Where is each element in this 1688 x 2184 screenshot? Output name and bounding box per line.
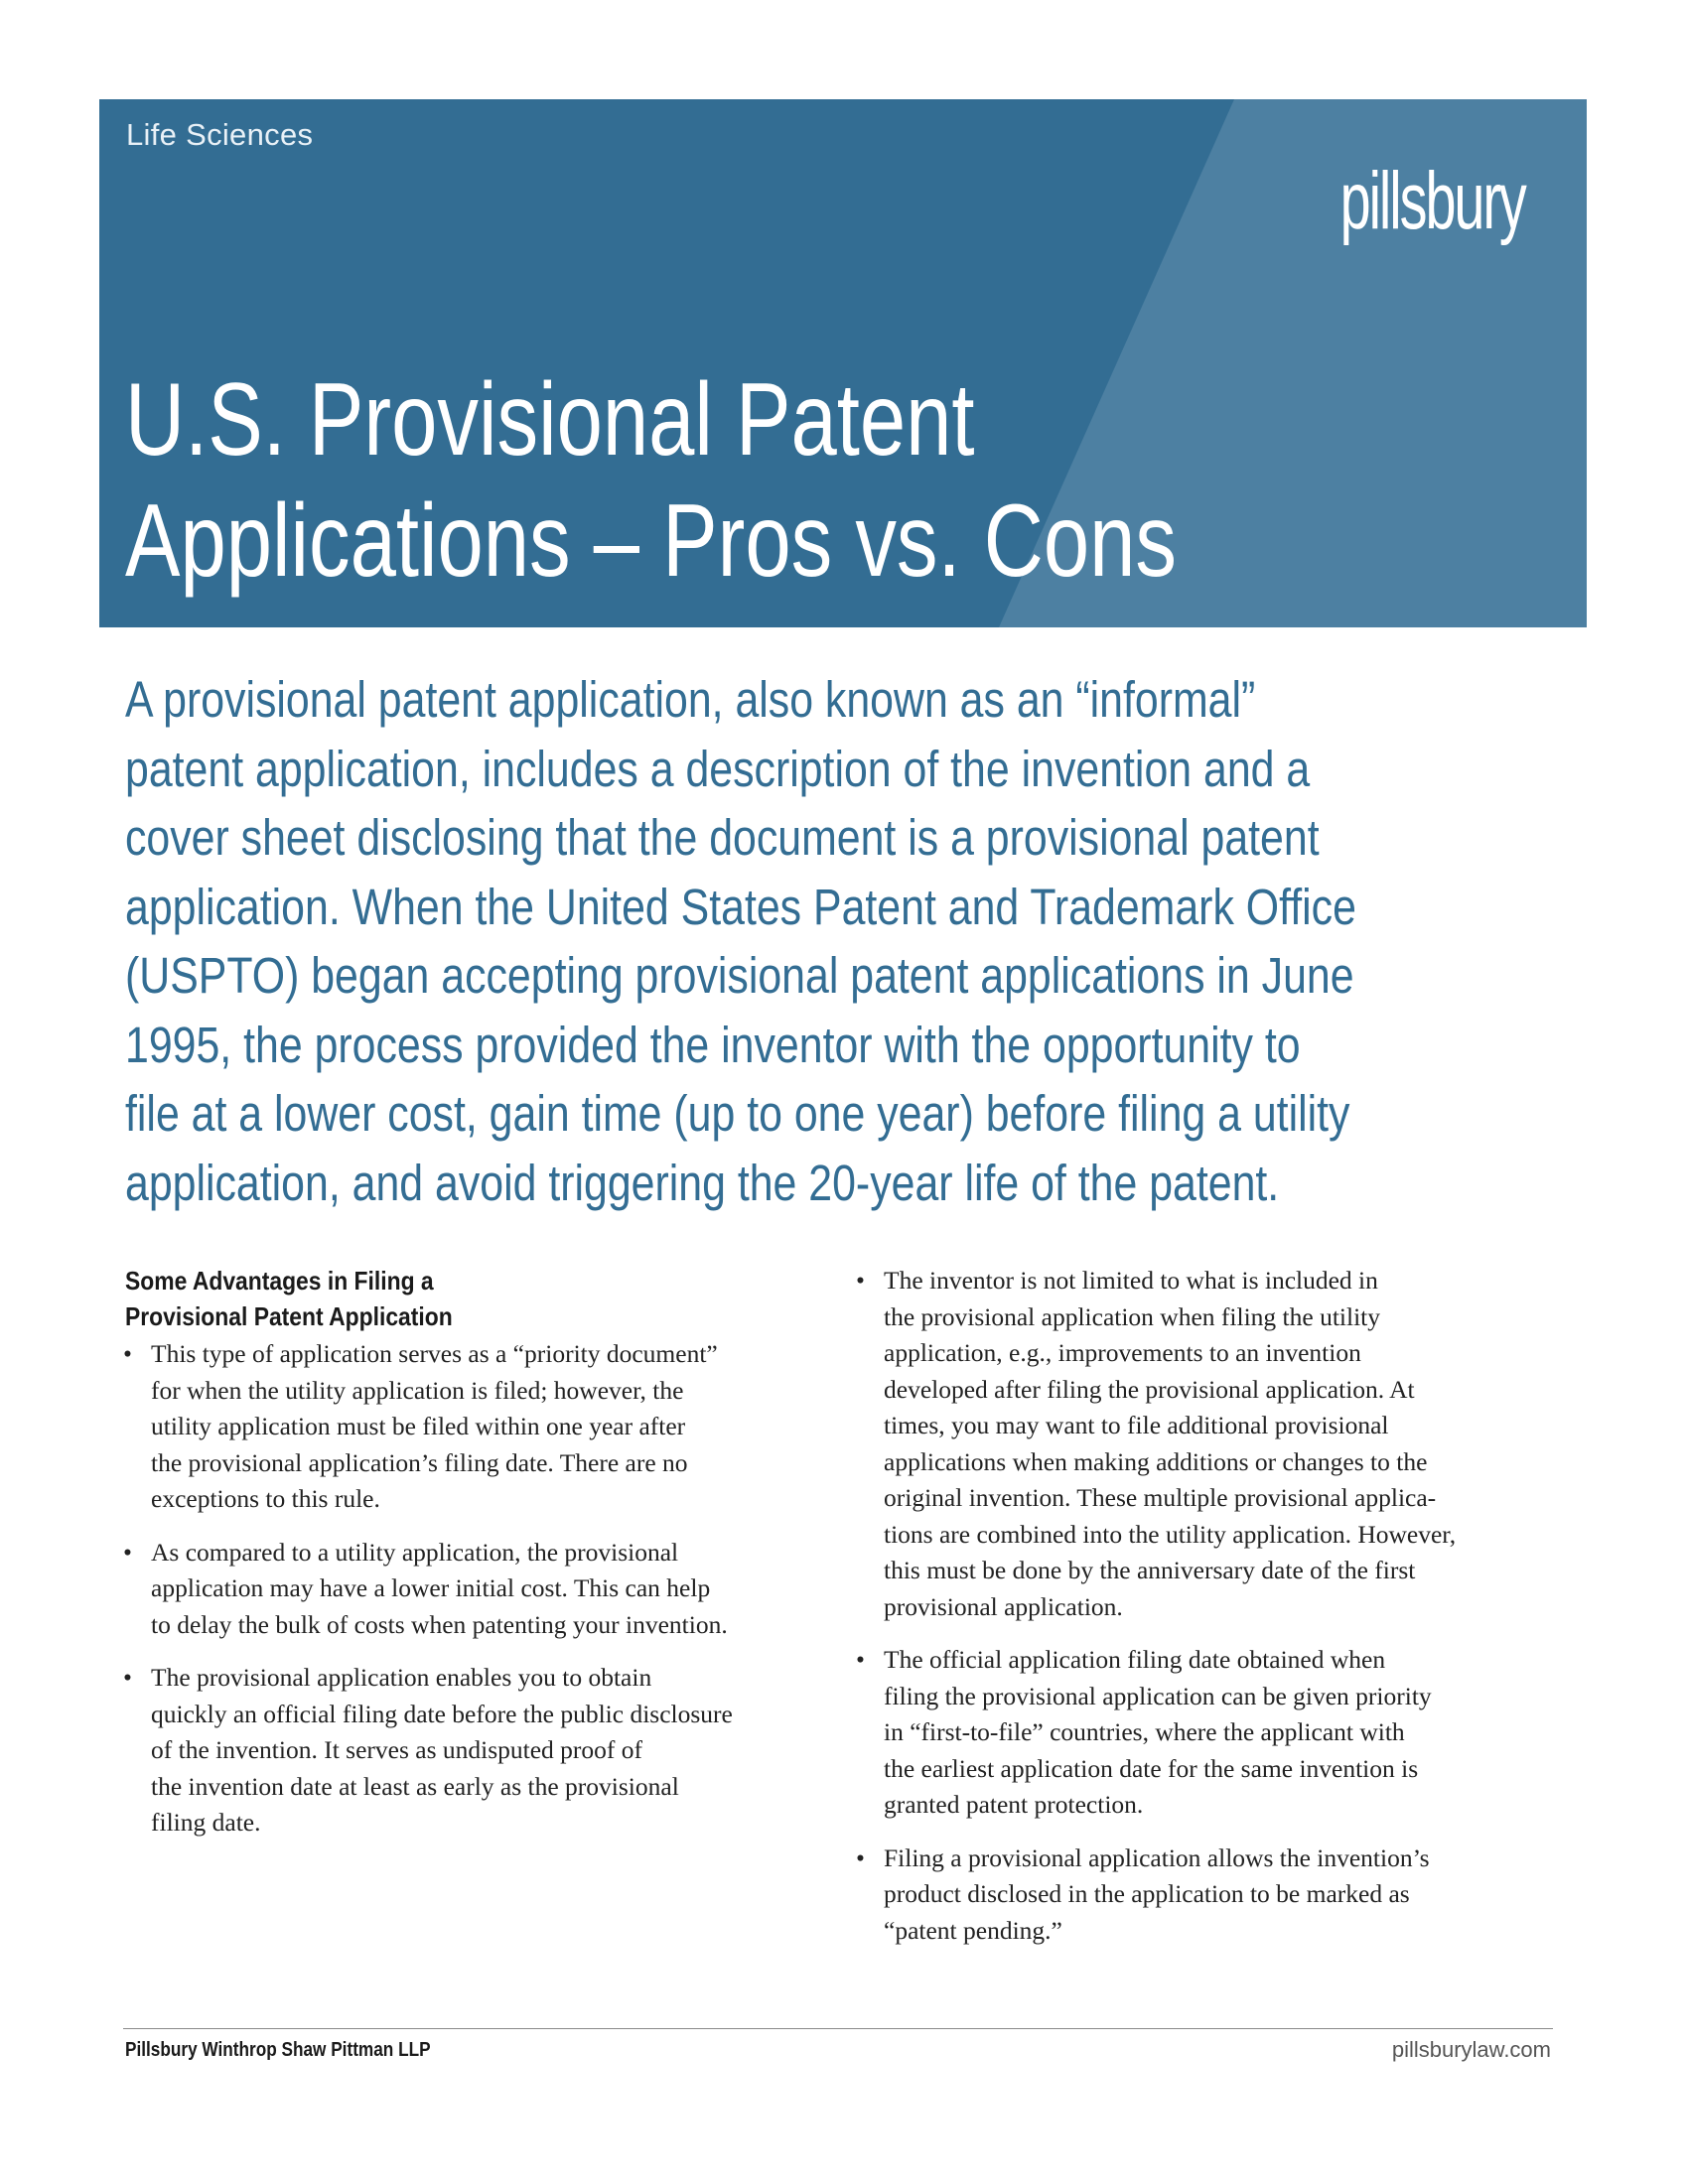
list-item-line: The inventor is not limited to what is included in <box>884 1266 1378 1295</box>
title-line: Applications – Pros vs. Cons <box>125 483 1177 599</box>
list-item-line: the provisional application when filing the utility <box>884 1301 1380 1331</box>
list-item-line: of the invention. It serves as undisputed proof of <box>151 1735 643 1764</box>
list-item-line: filing date. <box>151 1808 261 1837</box>
intro-line: file at a lower cost, gain time (up to one year) before filing a utility <box>125 1085 1350 1142</box>
intro-line: cover sheet disclosing that the document is a provisional patent <box>125 809 1320 866</box>
list-item-line: exceptions to this rule. <box>151 1484 380 1513</box>
list-item-line: quickly an official filing date before the public disclosure <box>151 1699 733 1728</box>
list-item-line: provisional application. <box>884 1591 1123 1621</box>
category-label: Life Sciences <box>126 117 314 152</box>
intro-line: 1995, the process provided the inventor with the opportunity to <box>125 1016 1301 1073</box>
bullet-icon: • <box>123 1339 132 1368</box>
intro-line: (USPTO) began accepting provisional patent applications in June <box>125 947 1354 1004</box>
title-line: U.S. Provisional Patent <box>125 362 975 478</box>
header-banner <box>99 99 1587 627</box>
advantages-right-column <box>856 1263 1567 1966</box>
list-item-line: applications when making additions or changes to the <box>884 1446 1428 1476</box>
list-item-line: in “first-to-file” countries, where the applicant with <box>884 1717 1405 1746</box>
list-item-line: product disclosed in the application to be marked as <box>884 1879 1410 1908</box>
list-item-line: granted patent protection. <box>884 1790 1144 1819</box>
list-item-line: the provisional application’s filing date. There are no <box>151 1447 688 1477</box>
list-item-line: for when the utility application is filed; however, the <box>151 1375 684 1405</box>
bullet-icon: • <box>123 1537 132 1567</box>
section-heading-line: Provisional Patent Application <box>125 1301 453 1331</box>
footer-divider <box>123 2028 1553 2029</box>
list-item-line: this must be done by the anniversary date of the first <box>884 1556 1416 1584</box>
list-item-line: This type of application serves as a “priority document” <box>151 1339 718 1368</box>
list-item-line: tions are combined into the utility application. However, <box>884 1519 1457 1549</box>
bullet-icon: • <box>123 1663 132 1692</box>
list-item-line: original invention. These multiple provisional applica- <box>884 1483 1437 1512</box>
list-item <box>123 1660 834 1842</box>
section-heading-line: Some Advantages in Filing a <box>125 1266 434 1296</box>
list-item <box>856 1263 1567 1625</box>
list-item-line: The provisional application enables you to obtain <box>151 1663 652 1692</box>
list-item-line: to delay the bulk of costs when patenting your invention. <box>151 1609 728 1639</box>
pillsbury-logo: pillsbury <box>1339 156 1525 246</box>
list-item-line: filing the provisional application can be given priority <box>884 1681 1432 1710</box>
list-item-line: “patent pending.” <box>884 1915 1062 1945</box>
footer-firm-name: Pillsbury Winthrop Shaw Pittman LLP <box>125 2039 431 2061</box>
advantages-list-left <box>123 1336 834 1842</box>
list-item-line: As compared to a utility application, the provisional <box>151 1537 679 1567</box>
list-item-line: times, you may want to file additional provisional <box>884 1411 1389 1439</box>
intro-paragraph <box>125 665 1356 1217</box>
list-item-line: utility application must be filed within one year after <box>151 1412 686 1440</box>
list-item-line: the invention date at least as early as the provisional <box>151 1771 679 1801</box>
list-item <box>856 1841 1567 1950</box>
advantages-list-right <box>856 1263 1567 1949</box>
intro-line: application. When the United States Patent and Trademark Office <box>125 878 1356 935</box>
footer-website-link[interactable]: pillsburylaw.com <box>1391 2037 1551 2062</box>
list-item-line: developed after filing the provisional application. At <box>884 1374 1415 1404</box>
intro-line: patent application, includes a description of the invention and a <box>125 740 1311 797</box>
intro-line: A provisional patent application, also known as an “informal” <box>125 671 1256 728</box>
bullet-icon: • <box>856 1266 865 1295</box>
list-item <box>123 1535 834 1644</box>
list-item-line: application may have a lower initial cost. This can help <box>151 1573 711 1602</box>
list-item-line: the earliest application date for the same invention is <box>884 1753 1419 1783</box>
intro-line: application, and avoid triggering the 20-year life of the patent. <box>125 1154 1280 1211</box>
bullet-icon: • <box>856 1645 865 1674</box>
list-item-line: application, e.g., improvements to an invention <box>884 1338 1361 1367</box>
list-item <box>856 1642 1567 1824</box>
page-title <box>125 359 1177 602</box>
list-item-line: The official application filing date obtained when <box>884 1645 1386 1674</box>
section-heading <box>125 1263 749 1334</box>
list-item <box>123 1336 834 1518</box>
bullet-icon: • <box>856 1843 865 1872</box>
list-item-line: Filing a provisional application allows the invention’s <box>884 1843 1430 1872</box>
advantages-left-column <box>123 1263 834 1858</box>
